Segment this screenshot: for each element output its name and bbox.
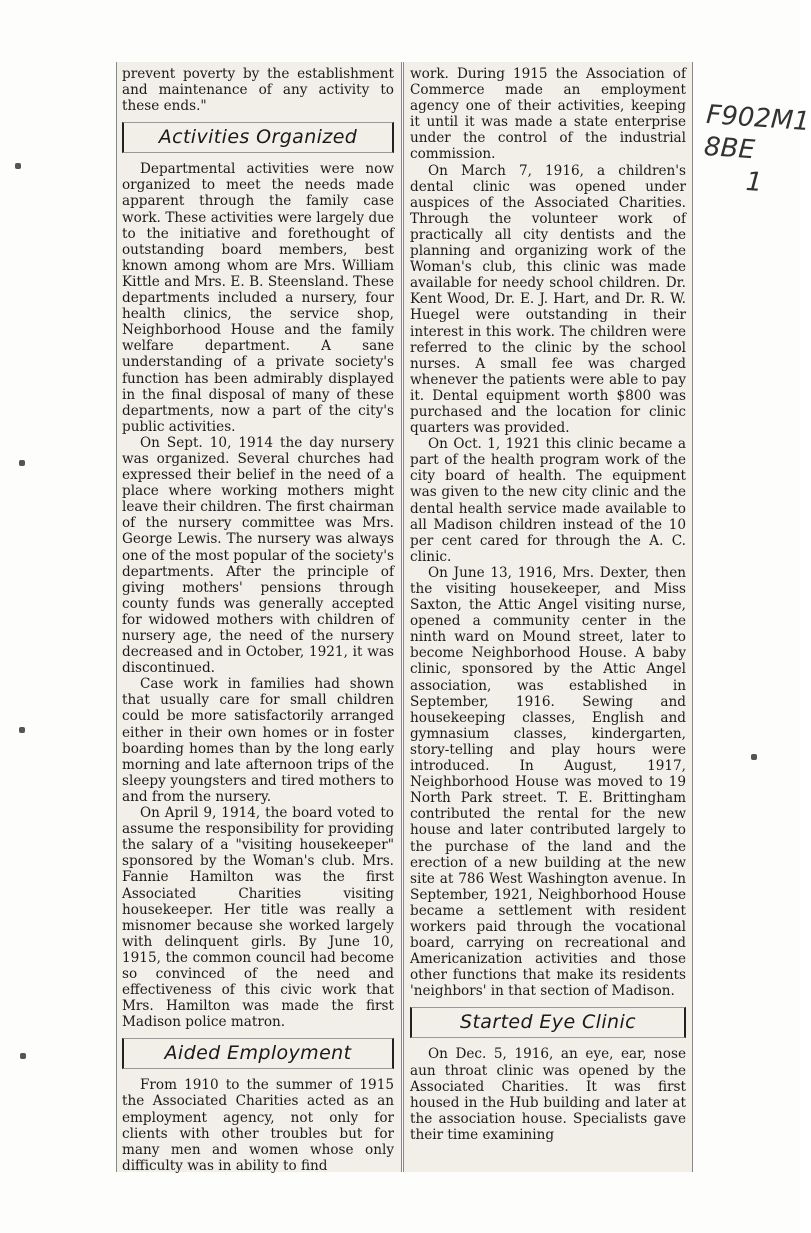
margin-speck <box>19 727 25 733</box>
paragraph: Departmental activities were now organized to meet the needs made apparent through the family case work. These activities were largely due to the initiative and forethought of outstanding board members, best known among whom are Mrs. William Kittle and Mrs. E. B. Steensland. These departments included a nursery, four health clinics, the service shop, Neighborhood House and the family welfare department. A sane understanding of a private society's function has been admirably displayed in the final disposal of many of these departments, now a part of the city's public activities. <box>122 161 394 435</box>
margin-speck <box>19 460 25 466</box>
section-heading: Started Eye Clinic <box>410 1007 686 1038</box>
paragraph: From 1910 to the summer of 1915 the Associated Charities acted as an employment agency, not only for clients with other troubles but for many men and women whose only difficulty was in ability to find <box>122 1077 394 1174</box>
margin-speck <box>15 163 21 169</box>
paragraph: On June 13, 1916, Mrs. Dexter, then the visiting housekeeper, and Miss Saxton, the Attic Angel visiting nurse, opened a community center in the ninth ward on Mound street, later to become Neighborhood House. A baby clinic, sponsored by the Attic Angel association, was established in September, 1916. Sewing and housekeeping classes, English and gymnasium classes, kindergarten, story-telling and play hours were introduced. In August, 1917, Neighborhood House was moved to 19 North Park street. T. E. Brittingham contributed the rental for the new house and later contributed largely to the purchase of the land and the erection of a new building at the new site at 786 West Washington avenue. In September, 1921, Neighborhood House became a settlement with resident workers paid through the vocational board, carrying on recreational and Americanization activities and those other functions that make its residents 'neighbors' in that section of Madison. <box>410 564 686 1000</box>
paragraph: work. During 1915 the Association of Commerce made an employment agency one of their activities, keeping it until it was made a state enterprise under the control of the industrial commission. <box>410 66 686 163</box>
left-column <box>122 66 394 1174</box>
paragraph: Case work in families had shown that usually care for small children could be more satisfactorily arranged either in their own homes or in foster boarding homes than by the long early morning and late afternoon trips of the sleepy youngsters and tired mothers to and from the nursery. <box>122 676 394 805</box>
section-heading: Aided Employment <box>122 1038 394 1069</box>
section-heading: Activities Organized <box>122 122 394 153</box>
handwritten-catalog-note <box>701 99 811 201</box>
paragraph: On Dec. 5, 1916, an eye, ear, nose aun throat clinic was opened by the Associated Charities. It was first housed in the Hub building and later at the association house. Specialists gave their time examining <box>410 1046 686 1143</box>
paragraph: On March 7, 1916, a children's dental clinic was opened under auspices of the Associated Charities. Through the volunteer work of practically all city dentists and the planning and organizing work of the Woman's club, this clinic was made available for needy school children. Dr. Kent Wood, Dr. E. J. Hart, and Dr. R. W. Huegel were outstanding in their interest in this work. The children were referred to the clinic by the school nurses. A small fee was charged whenever the patients were able to pay it. Dental equipment worth $800 was purchased and the location for clinic quarters was provided. <box>410 162 686 437</box>
margin-speck <box>751 754 757 760</box>
right-column <box>410 66 686 1143</box>
paragraph: prevent poverty by the establishment and maintenance of any activity to these ends." <box>122 66 394 115</box>
paragraph: On Sept. 10, 1914 the day nursery was organized. Several churches had expressed their belief in the need of a place where working mothers might leave their children. The first chairman of the nursery committee was Mrs. George Lewis. The nursery was always one of the most popular of the society's departments. After the principle of giving mothers' pensions through county funds was generally accepted for widowed mothers with children of nursery age, the need of the nursery decreased and in October, 1921, it was discontinued. <box>122 434 395 677</box>
margin-speck <box>20 1053 26 1059</box>
catalog-line-3: 1 <box>744 166 764 198</box>
catalog-line-2: 8BE <box>703 131 756 166</box>
paragraph: On Oct. 1, 1921 this clinic became a part of the health program work of the city board of health. The equipment was given to the new city clinic and the dental health service made available to all Madison children instead of the 10 per cent cared for through the A. C. clinic. <box>410 436 686 565</box>
catalog-line-1: F902M1 <box>705 99 811 138</box>
paragraph: On April 9, 1914, the board voted to assume the responsibility for providing the salary of a "visiting housekeeper" sponsored by the Woman's club. Mrs. Fannie Hamilton was the first Associated Charities visiting housekeeper. Her title was really a misnomer because she worked largely with delinquent girls. By June 10, 1915, the common council had become so convinced of the need and effectiveness of this civic work that Mrs. Hamilton was made the first Madison police matron. <box>122 805 394 1031</box>
